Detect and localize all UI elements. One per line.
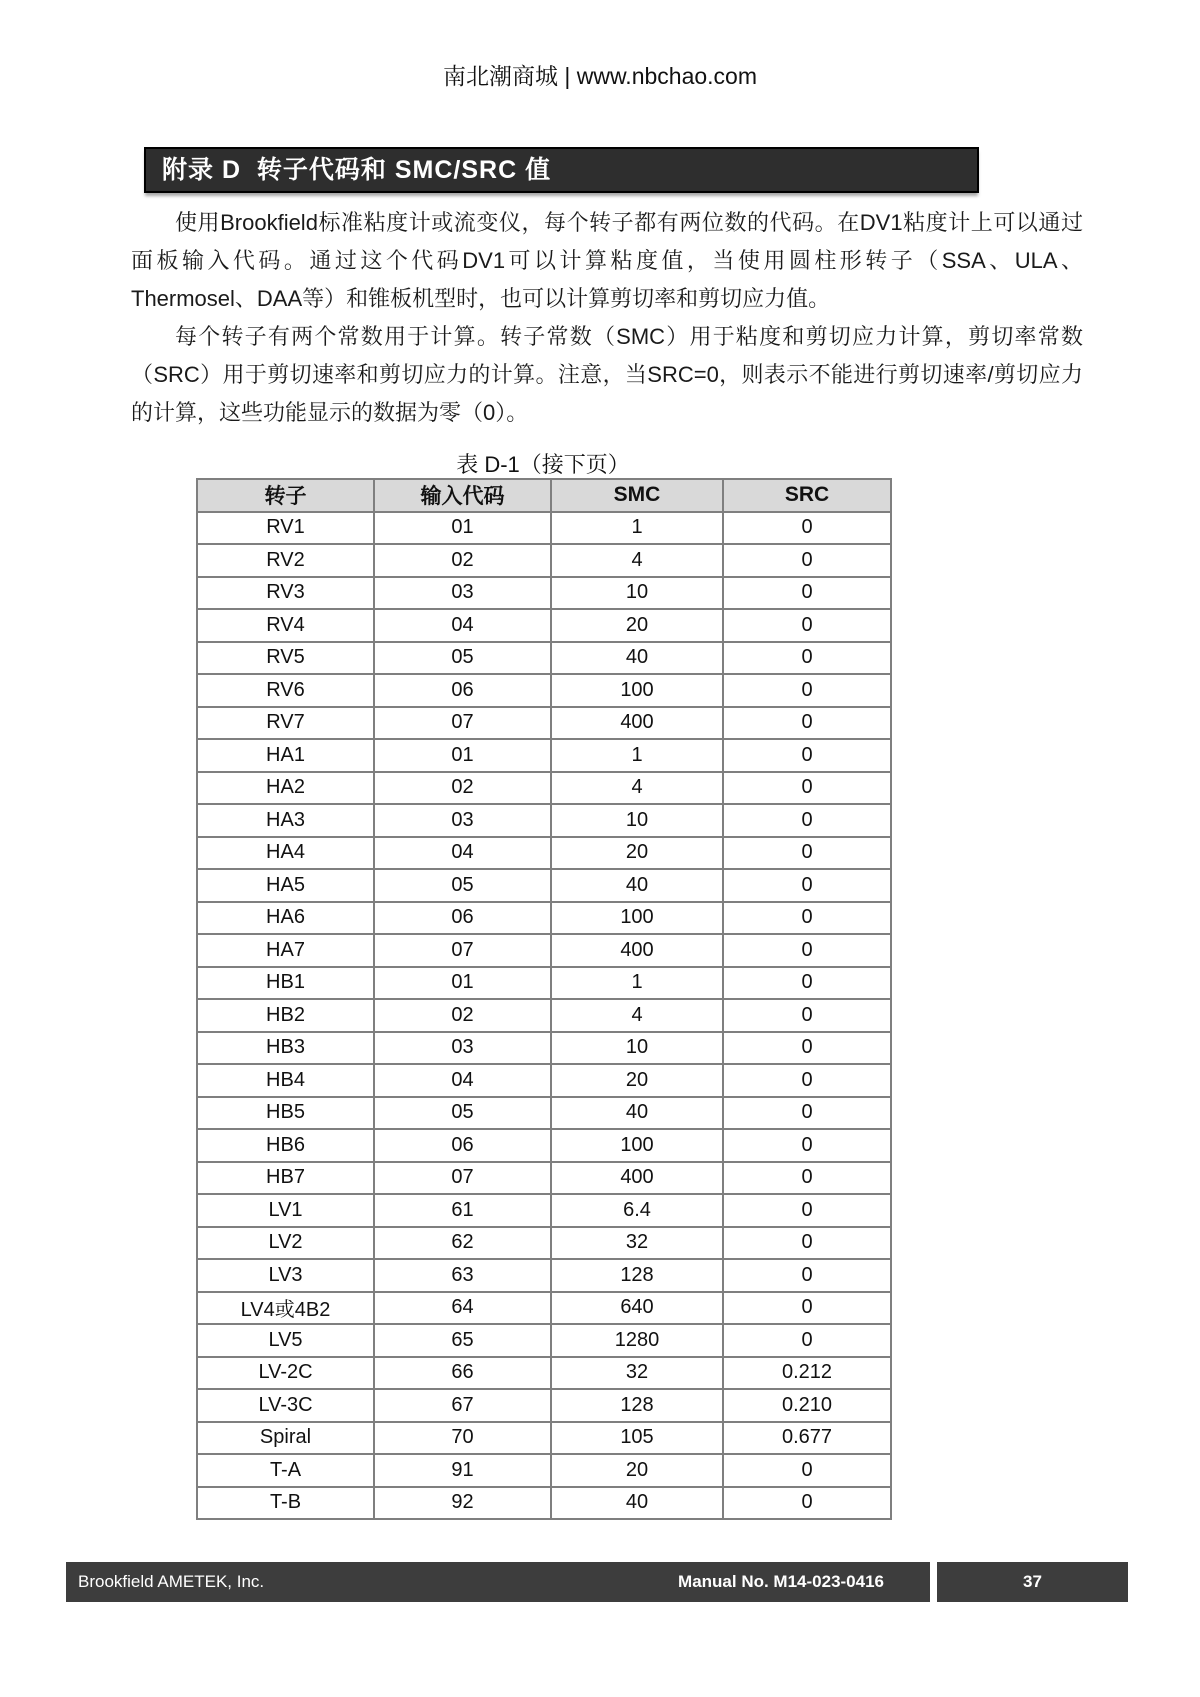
- column-header: SRC: [723, 479, 891, 512]
- column-header: 转子: [197, 479, 374, 512]
- spindle-cell: HA5: [197, 869, 374, 902]
- spindle-cell: HA6: [197, 902, 374, 935]
- table-row: [197, 967, 891, 1000]
- smc-cell: 20: [551, 1454, 723, 1487]
- src-cell: 0: [723, 772, 891, 805]
- src-cell: 0: [723, 609, 891, 642]
- table-row: [197, 1454, 891, 1487]
- spindle-cell: HA1: [197, 739, 374, 772]
- entry-code-cell: 65: [374, 1324, 551, 1357]
- spindle-cell: Spiral: [197, 1422, 374, 1455]
- entry-code-cell: 03: [374, 804, 551, 837]
- smc-cell: 400: [551, 1162, 723, 1195]
- spindle-cell: RV7: [197, 707, 374, 740]
- src-cell: 0: [723, 512, 891, 545]
- smc-cell: 10: [551, 577, 723, 610]
- entry-code-cell: 06: [374, 1129, 551, 1162]
- table-row: [197, 772, 891, 805]
- entry-code-cell: 03: [374, 1032, 551, 1065]
- entry-code-cell: 07: [374, 707, 551, 740]
- src-cell: 0: [723, 544, 891, 577]
- body-text: [131, 204, 1083, 432]
- entry-code-cell: 06: [374, 902, 551, 935]
- entry-code-cell: 05: [374, 642, 551, 675]
- spindle-cell: LV1: [197, 1194, 374, 1227]
- src-cell: 0: [723, 1324, 891, 1357]
- table-row: [197, 1227, 891, 1260]
- entry-code-cell: 07: [374, 1162, 551, 1195]
- src-cell: 0: [723, 642, 891, 675]
- site-header: 南北潮商城 | www.nbchao.com: [442, 63, 757, 89]
- src-cell: 0: [723, 1064, 891, 1097]
- entry-code-cell: 01: [374, 512, 551, 545]
- paragraph-2: 每个转子有两个常数用于计算。转子常数（SMC）用于粘度和剪切应力计算，剪切率常数（SRC）用于剪切速率和剪切应力的计算。注意，当SRC=0，则表示不能进行剪切速率/剪切应力的计算，这些功能显示的数据为零（0）。: [131, 324, 1083, 425]
- smc-cell: 40: [551, 1097, 723, 1130]
- smc-cell: 100: [551, 674, 723, 707]
- spindle-cell: HA3: [197, 804, 374, 837]
- spindle-cell: HB5: [197, 1097, 374, 1130]
- table-row: [197, 739, 891, 772]
- smc-cell: 640: [551, 1292, 723, 1325]
- spindle-cell: HA2: [197, 772, 374, 805]
- smc-cell: 100: [551, 902, 723, 935]
- spindle-cell: HA7: [197, 934, 374, 967]
- entry-code-cell: 02: [374, 999, 551, 1032]
- spindle-cell: RV1: [197, 512, 374, 545]
- entry-code-cell: 01: [374, 739, 551, 772]
- src-cell: 0: [723, 1097, 891, 1130]
- src-cell: 0: [723, 1162, 891, 1195]
- smc-cell: 4: [551, 772, 723, 805]
- table-caption: 表 D-1（接下页）: [456, 452, 630, 477]
- spindle-cell: LV5: [197, 1324, 374, 1357]
- page-number: 37: [1023, 1572, 1042, 1591]
- spindle-cell: LV4或4B2: [197, 1292, 374, 1325]
- entry-code-cell: 67: [374, 1389, 551, 1422]
- src-cell: 0: [723, 869, 891, 902]
- spindle-cell: RV4: [197, 609, 374, 642]
- spindle-cell: HA4: [197, 837, 374, 870]
- smc-cell: 400: [551, 934, 723, 967]
- table-row: [197, 1032, 891, 1065]
- smc-cell: 40: [551, 1487, 723, 1520]
- smc-cell: 4: [551, 544, 723, 577]
- table-row: [197, 999, 891, 1032]
- table-row: [197, 512, 891, 545]
- table-row: [197, 1194, 891, 1227]
- entry-code-cell: 63: [374, 1259, 551, 1292]
- entry-code-cell: 66: [374, 1357, 551, 1390]
- src-cell: 0: [723, 577, 891, 610]
- src-cell: 0.210: [723, 1389, 891, 1422]
- smc-cell: 400: [551, 707, 723, 740]
- smc-cell: 40: [551, 869, 723, 902]
- src-cell: 0: [723, 1129, 891, 1162]
- footer-page-box: [937, 1562, 1128, 1602]
- smc-cell: 6.4: [551, 1194, 723, 1227]
- table-row: [197, 934, 891, 967]
- smc-cell: 100: [551, 1129, 723, 1162]
- src-cell: 0.677: [723, 1422, 891, 1455]
- smc-cell: 20: [551, 1064, 723, 1097]
- entry-code-cell: 91: [374, 1454, 551, 1487]
- footer-manual-number: Manual No. M14-023-0416: [678, 1572, 884, 1591]
- entry-code-cell: 04: [374, 1064, 551, 1097]
- src-cell: 0: [723, 837, 891, 870]
- entry-code-cell: 01: [374, 967, 551, 1000]
- spindle-cell: RV3: [197, 577, 374, 610]
- footer-company: Brookfield AMETEK, Inc.: [78, 1572, 265, 1591]
- src-cell: 0: [723, 967, 891, 1000]
- entry-code-cell: 05: [374, 1097, 551, 1130]
- spindle-cell: RV2: [197, 544, 374, 577]
- smc-cell: 32: [551, 1357, 723, 1390]
- smc-cell: 128: [551, 1389, 723, 1422]
- table-row: [197, 869, 891, 902]
- spindle-cell: RV5: [197, 642, 374, 675]
- entry-code-cell: 70: [374, 1422, 551, 1455]
- smc-cell: 32: [551, 1227, 723, 1260]
- src-cell: 0: [723, 999, 891, 1032]
- entry-code-cell: 06: [374, 674, 551, 707]
- src-cell: 0: [723, 1487, 891, 1520]
- spindle-cell: RV6: [197, 674, 374, 707]
- smc-cell: 40: [551, 642, 723, 675]
- entry-code-cell: 61: [374, 1194, 551, 1227]
- section-title: 附录 D 转子代码和 SMC/SRC 值: [144, 147, 979, 193]
- spindle-cell: T-A: [197, 1454, 374, 1487]
- src-cell: 0: [723, 1292, 891, 1325]
- spindle-cell: HB1: [197, 967, 374, 1000]
- entry-code-cell: 03: [374, 577, 551, 610]
- table-row: [197, 902, 891, 935]
- entry-code-cell: 07: [374, 934, 551, 967]
- src-cell: 0: [723, 739, 891, 772]
- smc-cell: 1: [551, 512, 723, 545]
- table-row: [197, 674, 891, 707]
- table-row: [197, 642, 891, 675]
- spindle-cell: HB3: [197, 1032, 374, 1065]
- smc-cell: 1: [551, 967, 723, 1000]
- spindle-cell: HB4: [197, 1064, 374, 1097]
- spindle-cell: LV2: [197, 1227, 374, 1260]
- spindle-cell: HB6: [197, 1129, 374, 1162]
- table-row: [197, 1259, 891, 1292]
- entry-code-cell: 04: [374, 837, 551, 870]
- spindle-code-table: [196, 478, 892, 1520]
- smc-cell: 20: [551, 837, 723, 870]
- smc-cell: 105: [551, 1422, 723, 1455]
- table-row: [197, 1389, 891, 1422]
- table-row: [197, 1422, 891, 1455]
- table-row: [197, 1324, 891, 1357]
- src-cell: 0.212: [723, 1357, 891, 1390]
- smc-cell: 10: [551, 804, 723, 837]
- table-row: [197, 609, 891, 642]
- table-row: [197, 1292, 891, 1325]
- table-row: [197, 1357, 891, 1390]
- src-cell: 0: [723, 1259, 891, 1292]
- paragraph-1: 使用Brookfield标准粘度计或流变仪，每个转子都有两位数的代码。在DV1粘度计上可以通过面板输入代码。通过这个代码DV1可以计算粘度值，当使用圆柱形转子（SSA、ULA、Thermosel、DAA等）和锥板机型时，也可以计算剪切率和剪切应力值。: [131, 210, 1083, 311]
- table-row: [197, 1162, 891, 1195]
- footer-bar: [66, 1562, 930, 1602]
- src-cell: 0: [723, 1227, 891, 1260]
- table-row: [197, 707, 891, 740]
- entry-code-cell: 04: [374, 609, 551, 642]
- table-row: [197, 1487, 891, 1520]
- entry-code-cell: 64: [374, 1292, 551, 1325]
- entry-code-cell: 62: [374, 1227, 551, 1260]
- src-cell: 0: [723, 804, 891, 837]
- column-header: 输入代码: [374, 479, 551, 512]
- table-header-row: [197, 479, 891, 512]
- spindle-cell: HB2: [197, 999, 374, 1032]
- src-cell: 0: [723, 674, 891, 707]
- spindle-cell: LV3: [197, 1259, 374, 1292]
- table-row: [197, 1129, 891, 1162]
- table-row: [197, 804, 891, 837]
- smc-cell: 10: [551, 1032, 723, 1065]
- entry-code-cell: 92: [374, 1487, 551, 1520]
- spindle-cell: LV-2C: [197, 1357, 374, 1390]
- src-cell: 0: [723, 934, 891, 967]
- spindle-cell: T-B: [197, 1487, 374, 1520]
- entry-code-cell: 02: [374, 544, 551, 577]
- table-row: [197, 544, 891, 577]
- entry-code-cell: 05: [374, 869, 551, 902]
- table-row: [197, 577, 891, 610]
- src-cell: 0: [723, 1454, 891, 1487]
- smc-cell: 128: [551, 1259, 723, 1292]
- src-cell: 0: [723, 1032, 891, 1065]
- table-row: [197, 1097, 891, 1130]
- smc-cell: 1280: [551, 1324, 723, 1357]
- table-row: [197, 1064, 891, 1097]
- src-cell: 0: [723, 1194, 891, 1227]
- column-header: SMC: [551, 479, 723, 512]
- entry-code-cell: 02: [374, 772, 551, 805]
- table-row: [197, 837, 891, 870]
- src-cell: 0: [723, 707, 891, 740]
- spindle-cell: LV-3C: [197, 1389, 374, 1422]
- smc-cell: 4: [551, 999, 723, 1032]
- smc-cell: 20: [551, 609, 723, 642]
- src-cell: 0: [723, 902, 891, 935]
- smc-cell: 1: [551, 739, 723, 772]
- spindle-cell: HB7: [197, 1162, 374, 1195]
